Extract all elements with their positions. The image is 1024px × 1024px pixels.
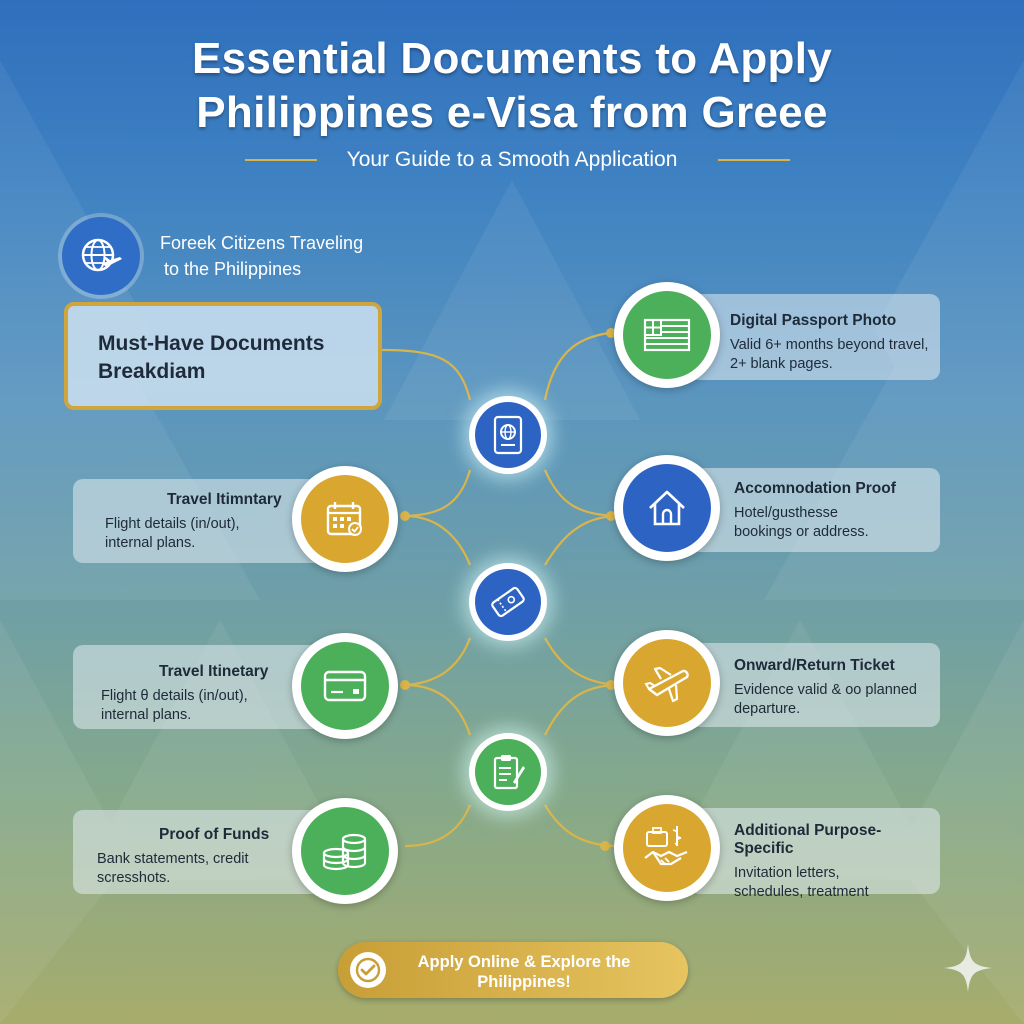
intro-line2: to the Philippines: [164, 259, 302, 279]
credit-card-icon: [292, 633, 398, 739]
card-desc-line2: schedules, treatment: [734, 884, 869, 900]
coins-icon: [292, 798, 398, 904]
apply-online-label[interactable]: [395, 952, 653, 992]
house-icon: [614, 455, 720, 561]
sparkle-icon: [940, 940, 996, 996]
card-desc-line2: internal plans.: [105, 535, 196, 551]
page-subtitle: Your Guide to a Smooth Application: [346, 148, 678, 171]
card-title: Travel Itinetary: [159, 663, 269, 680]
flag-icon: [614, 282, 720, 388]
page-title-line2: Philippines e-Visa from Greee: [196, 88, 828, 137]
briefcase-handshake-icon: [614, 795, 720, 901]
card-travel-itinerary-1: [73, 479, 328, 563]
passport-icon: [469, 396, 547, 474]
card-desc-line1: Valid 6+ months beyond travel,: [730, 337, 929, 353]
cta-line2: Philippines!: [477, 973, 571, 991]
card-accommodation-proof: [690, 468, 940, 552]
card-travel-itinerary-2: [73, 645, 328, 729]
must-have-line1: Must-Have Documents: [98, 332, 325, 355]
page-title-line1: Essential Documents to Apply: [192, 34, 832, 83]
card-title: Digital Passport Photo: [730, 312, 897, 329]
card-title: Proof of Funds: [159, 826, 270, 843]
card-desc-line1: Flight details (in/out),: [105, 516, 240, 532]
card-proof-of-funds: [73, 810, 328, 894]
intro-line1: Foreek Citizens Traveling: [160, 233, 364, 253]
card-desc-line1: Flight θ details (in/out),: [101, 688, 248, 704]
card-title: Onward/Return Ticket: [734, 657, 895, 674]
card-desc-line1: Hotel/gusthesse: [734, 505, 838, 521]
check-icon: [350, 952, 386, 988]
card-title: Additional Purpose-Specific: [734, 822, 882, 857]
card-desc-line1: Invitation letters,: [734, 865, 840, 881]
card-desc-line1: Evidence valid & oo planned: [734, 682, 917, 698]
card-onward-return-ticket: [690, 643, 940, 727]
ticket-icon: [469, 563, 547, 641]
card-title: Travel Itimntary: [167, 491, 282, 508]
clipboard-icon: [469, 733, 547, 811]
card-desc-line2: scresshots.: [97, 870, 171, 886]
card-desc-line2: internal plans.: [101, 707, 192, 723]
card-desc-line2: departure.: [734, 701, 801, 717]
card-additional-purpose-specific: [690, 808, 940, 900]
card-desc-line1: Bank statements, credit: [97, 851, 249, 867]
card-desc-line2: 2+ blank pages.: [730, 356, 833, 372]
card-digital-passport-photo: [690, 294, 940, 380]
airplane-icon: [614, 630, 720, 736]
cta-line1: Apply Online & Explore the: [417, 953, 631, 971]
must-have-line2: Breakdiam: [98, 360, 206, 383]
card-desc-line2: bookings or address.: [734, 524, 869, 540]
calendar-icon: [292, 466, 398, 572]
card-title: Accomnodation Proof: [734, 480, 896, 497]
